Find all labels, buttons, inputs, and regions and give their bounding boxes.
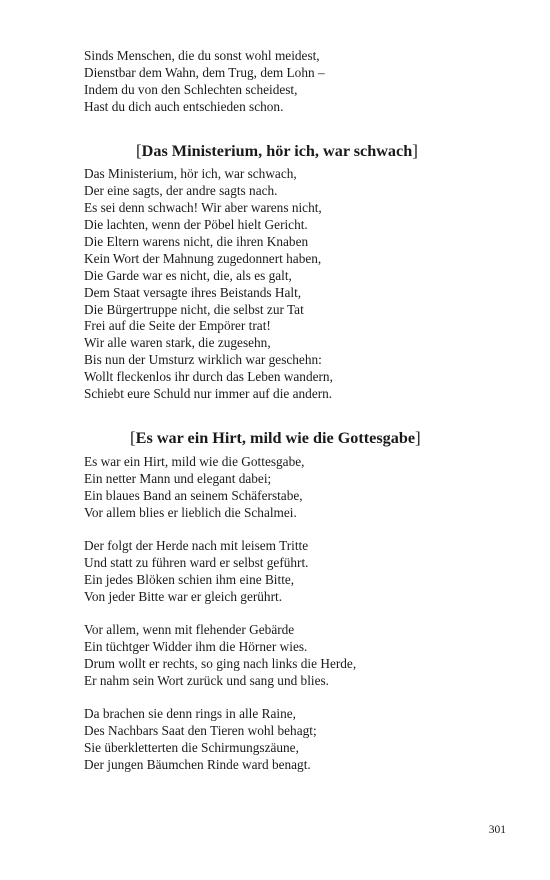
verse-line: Von jeder Bitte war er gleich gerührt. xyxy=(84,588,283,604)
verse-line: Der jungen Bäumchen Rinde ward benagt. xyxy=(84,756,311,772)
verse-line: Er nahm sein Wort zurück und sang und blies. xyxy=(84,672,329,688)
verse-line: Kein Wort der Mahnung zugedonnert haben, xyxy=(84,250,322,266)
verse-line: Der eine sagts, der andre sagts nach. xyxy=(84,182,278,198)
verse-line: Sinds Menschen, die du sonst wohl meidest, xyxy=(84,48,320,63)
poem-stanza xyxy=(84,454,524,522)
verse-line: Ein tüchtger Widder ihm die Hörner wies. xyxy=(84,638,308,654)
close-bracket: ] xyxy=(412,141,418,160)
page-number: 301 xyxy=(488,824,506,836)
verse-line: Ein jedes Blöken schien ihm eine Bitte, xyxy=(84,571,295,587)
verse-line: Vor allem blies er lieblich die Schalmei. xyxy=(84,504,297,520)
verse-line: Die Garde war es nicht, die, als es galt, xyxy=(84,267,292,283)
poem-stanza xyxy=(84,166,524,403)
verse-line: Und statt zu führen ward er selbst geführt. xyxy=(84,554,309,570)
verse-line: Des Nachbars Saat den Tieren wohl behagt; xyxy=(84,722,317,738)
verse-line: Frei auf die Seite der Empörer trat! xyxy=(84,318,271,334)
verse-line: Es war ein Hirt, mild wie die Gottesgabe, xyxy=(84,454,305,469)
poem-title-text: Es war ein Hirt, mild wie die Gottesgabe xyxy=(135,429,416,447)
verse-line: Sie überkletterten die Schirmungszäune, xyxy=(84,739,299,755)
open-bracket: [ xyxy=(136,141,142,160)
verse-line: Vor allem, wenn mit flehender Gebärde xyxy=(84,622,295,637)
verse-line: Schiebt eure Schuld nur immer auf die andern. xyxy=(84,386,333,402)
poem-stanza xyxy=(84,622,524,690)
verse-line: Ein netter Mann und elegant dabei; xyxy=(84,470,272,486)
poem-title-text: Das Ministerium, hör ich, war schwach xyxy=(141,142,413,160)
verse-line: Dem Staat versagte ihres Beistands Halt, xyxy=(84,284,302,300)
poem-title xyxy=(130,428,421,448)
verse-line: Wir alle waren stark, die zugesehn, xyxy=(84,335,271,351)
top-stanza xyxy=(84,48,524,116)
poem-stanza xyxy=(84,538,524,606)
verse-line: Die lachten, wenn der Pöbel hielt Gericht. xyxy=(84,216,308,232)
verse-line: Wollt fleckenlos ihr durch das Leben wandern, xyxy=(84,369,333,385)
poem-stanza xyxy=(84,706,524,774)
verse-line: Da brachen sie denn rings in alle Raine, xyxy=(84,706,296,721)
verse-line: Indem du von den Schlechten scheidest, xyxy=(84,81,298,97)
poem-title xyxy=(136,141,418,161)
verse-line: Hast du dich auch entschieden schon. xyxy=(84,98,284,114)
verse-line: Es sei denn schwach! Wir aber warens nicht, xyxy=(84,199,322,215)
verse-line: Dienstbar dem Wahn, dem Trug, dem Lohn – xyxy=(84,64,325,80)
verse-line: Ein blaues Band an seinem Schäferstabe, xyxy=(84,487,303,503)
verse-line: Die Bürgertruppe nicht, die selbst zur Tat xyxy=(84,301,304,317)
close-bracket: ] xyxy=(415,428,421,447)
verse-line: Drum wollt er rechts, so ging nach links die Herde, xyxy=(84,655,357,671)
verse-line: Das Ministerium, hör ich, war schwach, xyxy=(84,166,297,181)
open-bracket: [ xyxy=(130,428,136,447)
verse-line: Bis nun der Umsturz wirklich war geschehn: xyxy=(84,352,322,368)
verse-line: Der folgt der Herde nach mit leisem Tritte xyxy=(84,538,309,553)
verse-line: Die Eltern warens nicht, die ihren Knaben xyxy=(84,233,309,249)
